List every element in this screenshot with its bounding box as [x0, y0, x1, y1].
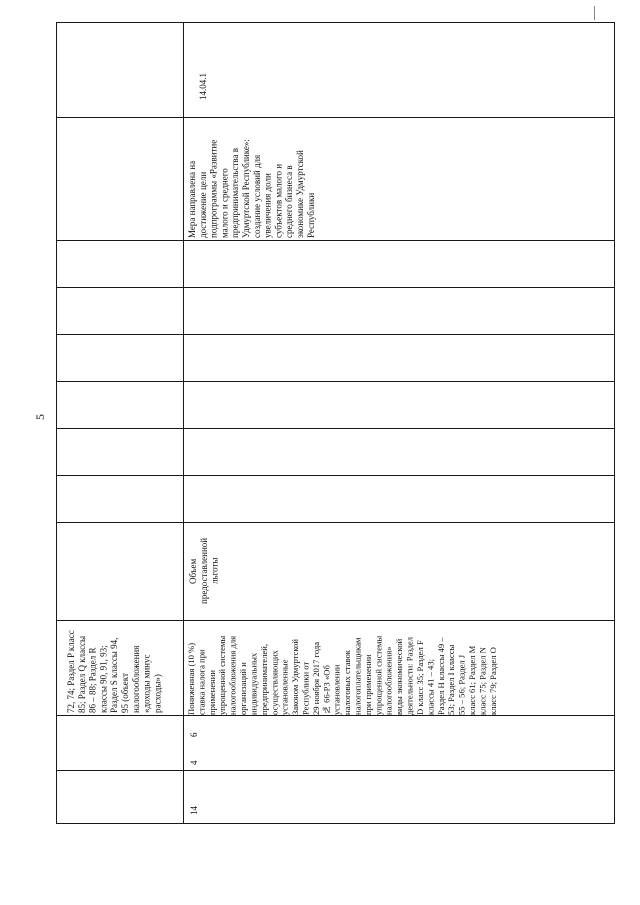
row-number-cell: 14: [189, 806, 199, 815]
table-border-top: [56, 22, 615, 23]
corner-mark: [594, 6, 595, 20]
col-divider: [56, 287, 615, 288]
continuation-text-cell: 72, 74; Раздел P класс 85; Раздел Q классы 86 – 88; Раздел R классы 90, 91, 93; Раздел S классы 94, 95 (объект налогообложения «доходы минус расходы»): [66, 630, 163, 713]
table-border-bottom: [56, 823, 615, 824]
table-border-right: [614, 22, 615, 824]
table-border-left: [56, 22, 57, 824]
col-divider: [56, 620, 615, 621]
col-divider: [56, 770, 615, 771]
col-divider: [56, 381, 615, 382]
goal-description-cell: Мера направлена на достижение цели подпрограммы «Развитие малого и среднего предпринимательства в Удмуртской Республике»: создание условий для увеличения доли субъектов малого и среднего бизнеса в экономике Удмуртской Республики: [187, 139, 316, 238]
page-number: 5: [33, 414, 47, 420]
col-divider: [56, 522, 615, 523]
description-cell: Пониженная (10 %) ставка налога при применении упрощенной системы налогообложения для организаций и индивидуальных предпринимателей, осуществляющих установленные Законом Удмуртской Республики от 29 ноября 2017 года № 66-РЗ «Об установлении налоговых ставок налогоплательщикам при применении упрощенной системы налогообложения» виды экономической деятельности: Раздел D класс 35; Раздел F классы 41 – 43; Раздел H классы 49 – 53; Раздел I классы 55 – 56; Раздел J класс 61; Раздел M класс 75; Раздел N класс 79; Раздел O: [186, 635, 498, 715]
col-divider: [56, 715, 615, 716]
code-cell: 14.04.1: [198, 73, 208, 100]
col2-cell: 4: [189, 760, 199, 765]
col-divider: [56, 428, 615, 429]
row-divider: [183, 22, 184, 824]
col-divider: [56, 334, 615, 335]
col3-cell: 6: [189, 732, 199, 737]
col-divider: [56, 117, 615, 118]
indicator-cell: Объем предоставленной льготы: [188, 537, 220, 605]
col-divider: [56, 475, 615, 476]
col-divider: [56, 240, 615, 241]
